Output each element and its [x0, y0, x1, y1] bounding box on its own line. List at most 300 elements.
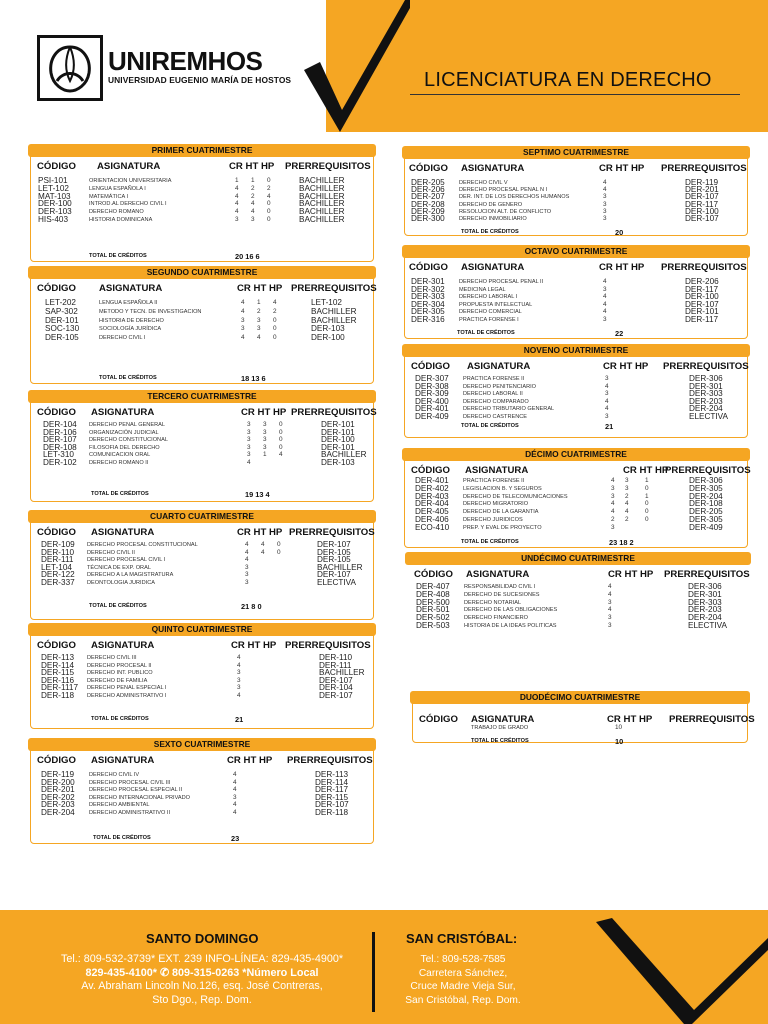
total-credits-label: TOTAL DE CRÉDITOS: [91, 716, 149, 722]
term-title: SEXTO CUATRIMESTRE: [28, 738, 376, 751]
course-prereq: BACHILLER: [317, 562, 363, 572]
course-prereq: DER-107: [317, 540, 351, 549]
course-credits: 3: [603, 285, 607, 293]
course-code: DER-406: [415, 515, 449, 524]
title-rule: [410, 94, 740, 95]
course-prereq: DER-103: [311, 324, 345, 334]
course-credits: 3: [247, 451, 251, 459]
term-panel: [30, 267, 377, 384]
course-subject: DERECHO TRIBUTARIO GENERAL: [463, 406, 555, 413]
course-subject: ORIENTACION UNIVERSITARIA: [89, 178, 172, 184]
course-prereq: DER-204: [688, 613, 722, 623]
total-credits-value: 22: [615, 329, 624, 338]
course-credits: 4: [233, 801, 237, 809]
course-ht: 4: [625, 508, 629, 516]
course-prereq: DER-206: [685, 277, 719, 286]
term-title: NOVENO CUATRIMESTRE: [402, 344, 750, 357]
course-credits: 4: [603, 179, 607, 186]
course-hp: 0: [279, 443, 283, 451]
course-credits: 4: [608, 583, 612, 590]
course-subject: DERECHO AMBIENTAL: [89, 802, 150, 809]
course-hp: 0: [645, 484, 649, 492]
course-credits: 2: [611, 516, 615, 523]
course-code: DER-119: [41, 770, 75, 779]
course-credits: 3: [608, 598, 612, 606]
course-prereq: DER-108: [689, 499, 723, 509]
course-credits: 4: [611, 508, 615, 516]
term-title: DÉCIMO CUATRIMESTRE: [402, 448, 750, 461]
course-subject: DERECHO CIVIL III: [87, 655, 137, 661]
course-code: DER-409: [415, 412, 449, 421]
footer-sc-line: Tel.: 809-528-7585: [420, 954, 506, 965]
course-credits: 10: [615, 724, 623, 731]
course-subject: SOCIOLOGÍA JURÍDICA: [99, 326, 162, 333]
course-subject: DERECHO ROMANO II: [89, 460, 149, 466]
course-credits: 4: [605, 405, 609, 413]
course-credits: 4: [237, 654, 241, 661]
course-subject: DERECHO CONSTITUCIONAL: [89, 437, 168, 444]
course-prereq: DER-105: [317, 555, 351, 565]
course-subject: DERECHO CIVIL IV: [89, 772, 140, 778]
course-code: DER-107: [43, 435, 77, 445]
course-credits: 3: [245, 579, 249, 586]
col-header-cr-ht-hp: CR HT HP: [607, 714, 653, 725]
term-title: DUODÉCIMO CUATRIMESTRE: [410, 691, 750, 704]
course-subject: DERECHO FINANCIERO: [464, 615, 529, 622]
course-subject: ORGANIZACIÓN JUDICIAL: [89, 429, 159, 436]
course-code: DER-115: [41, 668, 75, 678]
course-subject: PRACTICA FORENSE II: [463, 478, 525, 484]
course-code: DER-502: [416, 613, 450, 623]
course-ht: 3: [251, 216, 255, 223]
col-header-code: CÓDIGO: [409, 163, 448, 174]
course-credits: 4: [235, 192, 239, 200]
course-prereq: DER-111: [319, 660, 352, 670]
course-credits: 3: [605, 375, 609, 382]
term-title: TERCERO CUATRIMESTRE: [28, 390, 376, 403]
course-subject: MATEMÁTICA I: [89, 193, 129, 200]
course-ht: 2: [257, 307, 261, 315]
term-title: UNDÉCIMO CUATRIMESTRE: [405, 552, 751, 565]
course-ht: 4: [261, 548, 265, 556]
course-code: DER-122: [41, 570, 75, 580]
course-subject: DERECHO DE LA GARANTIA: [463, 509, 539, 516]
course-prereq: ELECTIVA: [317, 578, 356, 587]
col-header-cr-ht-hp: CR HT HP: [229, 161, 275, 172]
course-hp: 0: [277, 541, 281, 548]
course-subject: DERECHO CIVIL V: [459, 180, 508, 186]
course-credits: 3: [233, 793, 237, 801]
course-credits: 4: [247, 459, 251, 466]
course-code: ECO-410: [415, 522, 450, 532]
course-code: DER-403: [415, 491, 449, 501]
course-credits: 4: [605, 382, 609, 390]
course-code: DER-408: [416, 589, 450, 599]
course-subject: DERECHO NOTARIAL: [464, 599, 522, 606]
course-code: HIS-403: [38, 215, 69, 224]
course-subject: INTROD.AL DERECHO CIVIL I: [89, 201, 167, 208]
course-prereq: DER-306: [689, 476, 723, 485]
course-subject: DER. INT. DE LOS DERECHOS HUMANOS: [459, 194, 570, 201]
course-hp: 0: [267, 208, 271, 216]
course-subject: DERECHO ROMANO: [89, 209, 144, 216]
course-subject: DERECHO PROCESAL ESPECIAL II: [89, 787, 183, 794]
course-prereq: BACHILLER: [299, 191, 345, 201]
course-hp: 2: [267, 184, 271, 192]
course-ht: 2: [625, 492, 629, 500]
page-title: LICENCIATURA EN DERECHO: [424, 69, 712, 91]
course-credits: 4: [233, 786, 237, 794]
course-code: LET-310: [43, 450, 74, 460]
university-logo: [37, 35, 103, 101]
course-code: DER-301: [411, 277, 445, 286]
course-credits: 4: [235, 200, 239, 208]
col-header-subject: ASIGNATURA: [465, 465, 529, 476]
course-code: DER-300: [411, 214, 445, 223]
course-code: DER-113: [41, 653, 75, 662]
course-ht: 3: [257, 325, 261, 333]
course-hp: 4: [279, 451, 283, 459]
course-subject: HISTORIA DE DERECHO: [99, 317, 164, 324]
course-code: DER-1117: [41, 683, 79, 693]
course-credits: 4: [605, 397, 609, 405]
total-credits-value: 10: [615, 737, 624, 746]
course-code: DER-110: [41, 547, 75, 557]
course-code: DER-109: [41, 540, 75, 549]
term-title: CUARTO CUATRIMESTRE: [28, 510, 376, 523]
course-prereq: DER-305: [689, 483, 723, 493]
term-panel: [404, 247, 748, 339]
course-credits: 3: [603, 207, 607, 215]
course-credits: 3: [608, 614, 612, 622]
course-code: DER-205: [411, 178, 445, 187]
course-prereq: DER-110: [319, 653, 353, 662]
course-credits: 4: [603, 293, 607, 301]
course-code: DER-202: [41, 792, 75, 802]
course-hp: 1: [645, 492, 649, 500]
course-code: DER-102: [43, 458, 77, 467]
course-hp: 0: [267, 200, 271, 208]
course-code: DER-500: [416, 597, 450, 607]
course-prereq: DER-305: [689, 515, 723, 524]
course-prereq: DER-101: [685, 307, 719, 317]
footer-san-cristobal-title: SAN CRISTÓBAL:: [406, 931, 518, 946]
course-subject: LEGISLACION B. Y SEGUROS: [463, 485, 542, 492]
col-header-cr-ht-hp: CR HT HP: [608, 569, 654, 580]
course-credits: 3: [611, 523, 615, 531]
col-header-cr-ht-hp: CR HT HP: [241, 407, 287, 418]
course-prereq: DER-117: [685, 284, 719, 294]
course-subject: TRABAJO DE GRADO: [471, 725, 529, 731]
course-prereq: ELECTIVA: [689, 412, 728, 421]
footer-sd-line: Sto Dgo., Rep. Dom.: [152, 993, 252, 1006]
course-subject: DERECHO MIGRATORIO: [463, 501, 529, 508]
total-credits-label: TOTAL DE CRÉDITOS: [99, 375, 157, 381]
course-prereq: DER-101: [321, 427, 355, 437]
course-code: DER-103: [38, 207, 72, 217]
course-ht: 3: [263, 443, 267, 451]
col-header-code: CÓDIGO: [411, 361, 450, 372]
course-subject: PROPUESTA INTELECTUAL: [459, 301, 533, 308]
term-panel: [404, 346, 748, 438]
course-subject: DERECHO PROCESAL CONSTITUCIONAL: [87, 542, 198, 548]
course-credits: 3: [611, 492, 615, 500]
course-ht: 4: [251, 200, 255, 208]
term-panel: [30, 391, 377, 502]
course-subject: DERECHO INTERNACIONAL PRIVADO: [89, 794, 191, 801]
term-panel: [404, 148, 748, 236]
course-subject: RESPONSABILIDAD CIVIL I: [464, 584, 536, 590]
footer-san-cristobal-info: [388, 953, 538, 1007]
course-ht: 3: [263, 421, 267, 428]
course-subject: DERECHO A LA MAGISTRATURA: [87, 572, 174, 579]
checkmark-footer-icon: [566, 898, 768, 1024]
course-code: DER-208: [411, 199, 445, 209]
course-credits: 4: [608, 590, 612, 598]
total-credits-label: TOTAL DE CRÉDITOS: [91, 491, 149, 497]
total-credits-value: 21 8 0: [241, 602, 262, 611]
course-code: DER-400: [415, 396, 449, 406]
course-credits: 4: [235, 208, 239, 216]
course-hp: 0: [645, 508, 649, 516]
course-code: DER-106: [43, 427, 77, 437]
term-panel: [404, 449, 751, 548]
course-subject: DERECHO INT. PUBLICO: [87, 670, 153, 677]
course-code: DER-104: [43, 420, 77, 429]
course-ht: 2: [625, 516, 629, 523]
total-credits-label: TOTAL DE CRÉDITOS: [461, 423, 519, 429]
course-credits: 4: [233, 771, 237, 778]
course-code: DER-105: [45, 333, 79, 343]
course-subject: PRACTICA FORENSE II: [463, 376, 525, 382]
course-hp: 0: [267, 177, 271, 184]
course-subject: DERECHO PROCESAL II: [87, 662, 152, 669]
total-credits-label: TOTAL DE CRÉDITOS: [461, 229, 519, 235]
course-ht: 4: [257, 334, 261, 342]
col-header-cr-ht-hp: CR HT HP: [231, 640, 277, 651]
course-subject: DERECHO ADMINISTRATIVO I: [87, 693, 167, 699]
course-ht: 3: [263, 428, 267, 436]
course-subject: DERECHO PROCESAL PENAL II: [459, 279, 544, 285]
col-header-subject: ASIGNATURA: [461, 262, 525, 273]
course-subject: DERECHO PENAL GENERAL: [89, 422, 165, 428]
col-header-cr-ht-hp: CR HT HP: [599, 163, 645, 174]
col-header-prereq: PRERREQUISITOS: [661, 262, 747, 273]
course-credits: 3: [603, 200, 607, 208]
col-header-subject: ASIGNATURA: [91, 527, 155, 538]
term-panel: [30, 512, 374, 620]
course-code: DER-404: [415, 499, 449, 509]
course-subject: PRACTICA FORENSE I: [459, 317, 519, 323]
course-code: DER-401: [415, 476, 449, 485]
course-subject: HISTORIA DE LA IDEAS POLITICAS: [464, 623, 557, 629]
footer-santo-domingo-info: [52, 953, 352, 1007]
course-subject: TÉCNICA DE EXP. ORAL: [87, 564, 151, 571]
course-prereq: DER-204: [689, 404, 723, 414]
total-credits-value: 21: [235, 715, 244, 724]
course-ht: 3: [625, 484, 629, 492]
course-prereq: DER-107: [319, 675, 353, 685]
total-credits-value: 23: [231, 834, 240, 843]
total-credits-label: TOTAL DE CRÉDITOS: [89, 253, 147, 259]
col-header-cr-ht-hp: CR HT HP: [623, 465, 669, 476]
brand-name: UNIREMHOS: [108, 46, 263, 76]
course-subject: LENGUA ESPAÑOLA I: [89, 185, 146, 192]
course-code: DER-401: [415, 404, 449, 414]
footer-sd-line: Tel.: 809-532-3739* EXT. 239 INFO-LÍNEA: 829-435-4900*: [60, 953, 344, 965]
course-credits: 3: [603, 316, 607, 323]
footer-sc-line: Cruce Madre Vieja Sur,: [410, 981, 516, 992]
course-subject: DERECHO INMOBILIARIO: [459, 216, 527, 222]
course-credits: 4: [245, 556, 249, 564]
course-prereq: DER-107: [685, 214, 719, 223]
footer-divider: [372, 932, 375, 1012]
course-code: DER-305: [411, 307, 445, 317]
term-title: SEPTIMO CUATRIMESTRE: [402, 146, 750, 159]
course-prereq: DER-117: [685, 315, 719, 324]
course-code: DER-201: [41, 785, 75, 795]
course-prereq: DER-203: [689, 396, 723, 406]
course-credits: 4: [241, 307, 245, 315]
course-code: DER-100: [38, 199, 72, 209]
col-header-code: CÓDIGO: [37, 407, 76, 418]
col-header-subject: ASIGNATURA: [461, 163, 525, 174]
course-credits: 4: [241, 299, 245, 306]
course-code: DER-206: [411, 185, 445, 195]
course-credits: 3: [247, 421, 251, 428]
col-header-code: CÓDIGO: [37, 527, 76, 538]
course-prereq: DER-100: [311, 333, 345, 343]
col-header-prereq: PRERREQUISITOS: [285, 640, 371, 651]
col-header-prereq: PRERREQUISITOS: [661, 163, 747, 174]
course-credits: 4: [603, 186, 607, 194]
col-header-code: CÓDIGO: [37, 161, 76, 172]
course-code: DER-111: [41, 555, 74, 565]
course-code: DER-200: [41, 777, 75, 787]
course-hp: 2: [273, 307, 277, 315]
term-panel: [30, 146, 374, 262]
brand-subtitle: UNIVERSIDAD EUGENIO MARÍA DE HOSTOS: [108, 75, 292, 85]
course-prereq: DER-303: [688, 597, 722, 607]
course-code: DER-207: [411, 192, 445, 202]
course-subject: LENGUA ESPAÑOLA II: [99, 300, 158, 306]
course-code: DER-316: [411, 315, 445, 324]
course-code: DER-503: [416, 621, 450, 630]
course-credits: 4: [233, 778, 237, 786]
term-panel: [30, 625, 374, 729]
course-code: PSI-101: [38, 176, 68, 185]
course-prereq: BACHILLER: [299, 183, 345, 193]
col-header-prereq: PRERREQUISITOS: [291, 283, 377, 294]
course-credits: 3: [608, 622, 612, 629]
course-subject: DERECHO DE GENERO: [459, 201, 523, 208]
col-header-code: CÓDIGO: [411, 465, 450, 476]
course-credits: 4: [233, 809, 237, 816]
col-header-code: CÓDIGO: [419, 714, 458, 725]
total-credits-value: 23 18 2: [609, 538, 634, 547]
course-prereq: DER-101: [321, 420, 355, 429]
course-subject: DERECHO PROCESAL PENAL N I: [459, 187, 548, 194]
course-ht: 3: [625, 477, 629, 484]
course-prereq: BACHILLER: [319, 668, 365, 678]
course-hp: 0: [273, 316, 277, 324]
course-subject: MEDICINA LEGAL: [459, 286, 506, 293]
course-prereq: BACHILLER: [299, 199, 345, 209]
col-header-cr-ht-hp: CR HT HP: [599, 262, 645, 273]
col-header-code: CÓDIGO: [409, 262, 448, 273]
total-credits-label: TOTAL DE CRÉDITOS: [89, 603, 147, 609]
course-subject: RESOLUCION ALT. DE CONFLICTO: [459, 208, 552, 215]
course-hp: 4: [273, 299, 277, 306]
course-credits: 4: [603, 278, 607, 285]
course-prereq: BACHILLER: [311, 306, 357, 316]
footer-sc-line: Carretera Sánchez,: [418, 967, 508, 979]
course-prereq: DER-201: [685, 185, 719, 195]
course-prereq: DER-107: [685, 192, 719, 202]
course-prereq: DER-117: [315, 785, 349, 795]
course-credits: 3: [237, 669, 241, 677]
course-code: DER-303: [411, 292, 445, 302]
col-header-cr-ht-hp: CR HT HP: [227, 755, 273, 766]
course-prereq: DER-101: [321, 442, 355, 452]
course-subject: DERECHO CASTRENCE: [463, 414, 528, 420]
course-prereq: DER-306: [688, 582, 722, 591]
course-code: DER-405: [415, 507, 449, 517]
course-subject: HISTORIA DOMINICANA: [89, 217, 153, 223]
course-prereq: DER-301: [689, 381, 723, 391]
course-code: DER-402: [415, 483, 449, 493]
course-prereq: BACHILLER: [299, 176, 345, 185]
col-header-subject: ASIGNATURA: [91, 407, 155, 418]
course-credits: 4: [237, 692, 241, 699]
course-prereq: DER-204: [689, 491, 723, 501]
col-header-subject: ASIGNATURA: [91, 755, 155, 766]
course-subject: DERECHO ADMINISTRATIVO II: [89, 810, 171, 816]
course-hp: 0: [277, 548, 281, 556]
col-header-prereq: PRERREQUISITOS: [289, 527, 375, 538]
footer-santo-domingo-title: SANTO DOMINGO: [146, 931, 259, 946]
total-credits-value: 19 13 4: [245, 490, 270, 499]
course-code: DER-501: [416, 605, 450, 615]
course-subject: DERECHO DE FAMILIA: [87, 677, 148, 684]
course-prereq: BACHILLER: [321, 450, 367, 460]
course-ht: 2: [251, 184, 255, 192]
course-ht: 1: [263, 451, 267, 459]
course-subject: DERECHO LABORAL II: [463, 391, 523, 398]
course-subject: DERECHO PROCESAL CIVIL I: [87, 557, 166, 564]
course-credits: 3: [241, 325, 245, 333]
term-title: PRIMER CUATRIMESTRE: [28, 144, 376, 157]
course-code: DER-302: [411, 284, 445, 294]
footer-sd-line: Av. Abraham Lincoln No.126, esq. José Contreras,: [81, 980, 323, 992]
course-credits: 4: [603, 308, 607, 316]
course-code: DER-307: [415, 374, 449, 383]
course-credits: 3: [247, 428, 251, 436]
course-credits: 3: [611, 484, 615, 492]
col-header-cr-ht-hp: CR HT HP: [237, 527, 283, 538]
course-prereq: DER-203: [688, 605, 722, 615]
col-header-prereq: PRERREQUISITOS: [669, 714, 755, 725]
course-hp: 0: [273, 334, 277, 342]
total-credits-value: 21: [605, 422, 614, 431]
course-credits: 3: [237, 676, 241, 684]
course-subject: DEONTOLOGIA JURIDICA: [87, 580, 155, 586]
course-code: DER-101: [45, 315, 79, 325]
term-title: SEGUNDO CUATRIMESTRE: [28, 266, 376, 279]
col-header-prereq: PRERREQUISITOS: [664, 569, 750, 580]
course-ht: 2: [251, 192, 255, 200]
course-ht: 3: [257, 316, 261, 324]
